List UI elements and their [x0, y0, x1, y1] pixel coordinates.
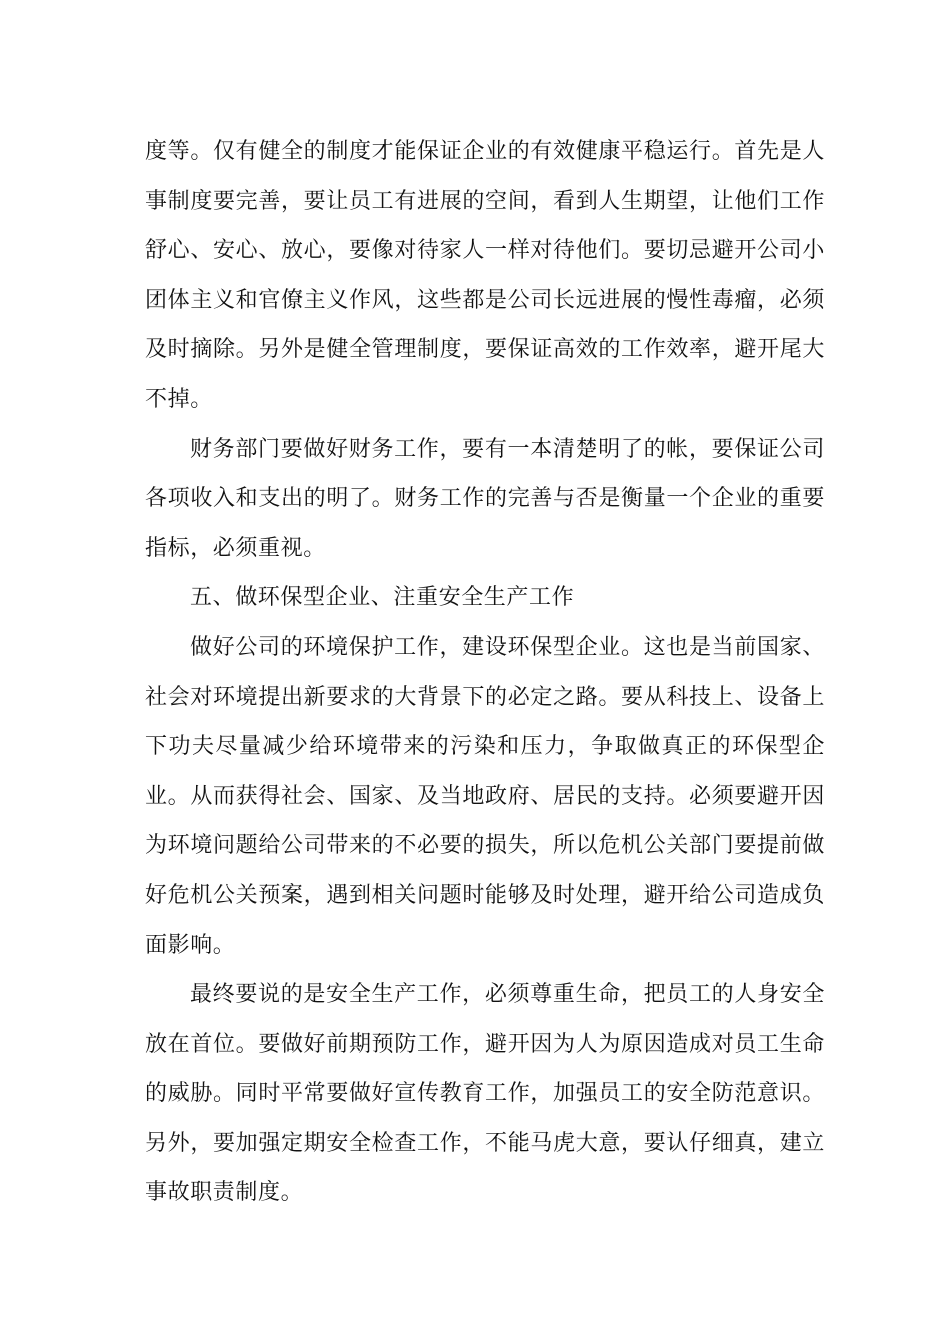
section-heading-environment-safety: 五、做环保型企业、注重安全生产工作	[190, 585, 575, 611]
document-body	[145, 127, 825, 1218]
paragraph-environmental-protection: 做好公司的环境保护工作，建设环保型企业。这也是当前国家、社会对环境提出新要求的大背景下的必定之路。要从科技上、设备上下功夫尽量减少给环境带来的污染和压力，争取做真正的环保型企业。从而获得社会、国家、及当地政府、居民的支持。必须要避开因为环境问题给公司带来的不必要的损失，所以危机公关部门要提前做好危机公关预案，遇到相关问题时能够及时处理，避开给公司造成负面影响。	[145, 634, 825, 958]
paragraph-production-safety: 最终要说的是安全生产工作，必须尊重生命，把员工的人身安全放在首位。要做好前期预防工作，避开因为人为原因造成对员工生命的威胁。同时平常要做好宣传教育工作，加强员工的安全防范意识。另外，要加强定期安全检查工作，不能马虎大意，要认仔细真，建立事故职责制度。	[145, 982, 825, 1206]
paragraph-finance: 财务部门要做好财务工作，要有一本清楚明了的帐，要保证公司各项收入和支出的明了。财务工作的完善与否是衡量一个企业的重要指标，必须重视。	[145, 436, 825, 561]
paragraph-personnel-system: 度等。仅有健全的制度才能保证企业的有效健康平稳运行。首先是人事制度要完善，要让员工有进展的空间，看到人生期望，让他们工作舒心、安心、放心，要像对待家人一样对待他们。要切忌避开公司小团体主义和官僚主义作风，这些都是公司长远进展的慢性毒瘤，必须及时摘除。另外是健全管理制度，要保证高效的工作效率，避开尾大不掉。	[145, 139, 825, 412]
